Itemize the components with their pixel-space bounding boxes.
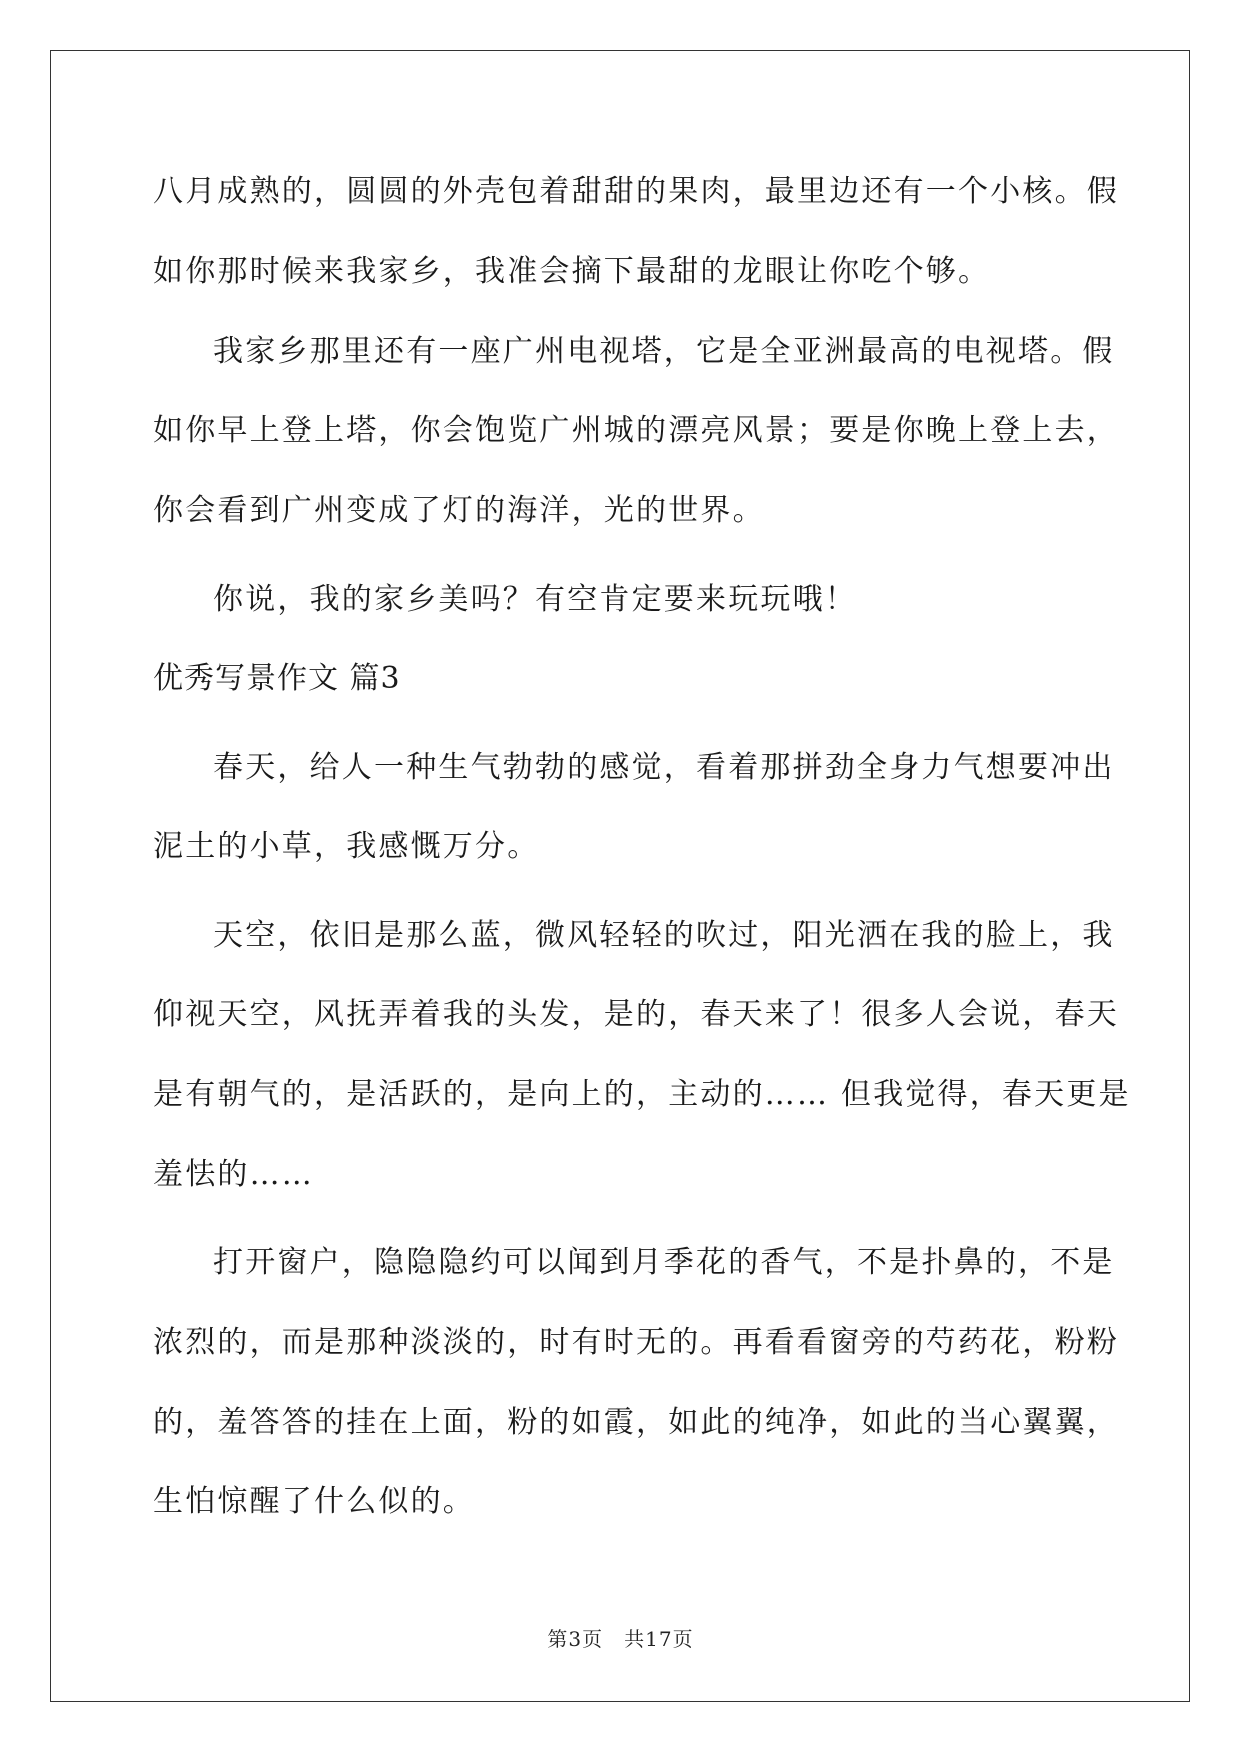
page-border (50, 50, 1190, 1702)
text-line: 如你那时候来我家乡，我准会摘下最甜的龙眼让你吃个够。 (153, 254, 991, 289)
text-line: 你会看到广州变成了灯的海洋，光的世界。 (153, 493, 765, 528)
text-line: 春天，给人一种生气勃勃的感觉，看着那拼劲全身力气想要冲出 (213, 750, 1115, 785)
page-number-footer: 第3页 共17页 (547, 1627, 694, 1651)
text-line: 泥土的小草，我感慨万分。 (153, 829, 540, 864)
text-line: 是有朝气的，是活跃的，是向上的，主动的…… 但我觉得，春天更是 (153, 1077, 1131, 1112)
text-line: 的，羞答答的挂在上面，粉的如霞，如此的纯净，如此的当心翼翼， (153, 1405, 1119, 1440)
text-line: 天空，依旧是那么蓝，微风轻轻的吹过，阳光洒在我的脸上，我 (213, 918, 1115, 953)
text-line: 你说，我的家乡美吗？有空肯定要来玩玩哦！ (213, 582, 857, 617)
text-line: 如你早上登上塔，你会饱览广州城的漂亮风景；要是你晚上登上去， (153, 413, 1119, 448)
text-line: 生怕惊醒了什么似的。 (153, 1484, 475, 1519)
text-line: 打开窗户，隐隐隐约可以闻到月季花的香气，不是扑鼻的，不是 (213, 1245, 1115, 1280)
text-line: 仰视天空，风抚弄着我的头发，是的，春天来了！很多人会说，春天 (153, 997, 1119, 1032)
text-line: 八月成熟的，圆圆的外壳包着甜甜的果肉，最里边还有一个小核。假 (153, 174, 1119, 209)
text-line: 我家乡那里还有一座广州电视塔，它是全亚洲最高的电视塔。假 (213, 334, 1115, 369)
section-heading: 优秀写景作文 篇3 (153, 661, 401, 696)
text-line: 羞怯的…… (153, 1157, 314, 1192)
text-line: 浓烈的，而是那种淡淡的，时有时无的。再看看窗旁的芍药花，粉粉 (153, 1325, 1119, 1360)
